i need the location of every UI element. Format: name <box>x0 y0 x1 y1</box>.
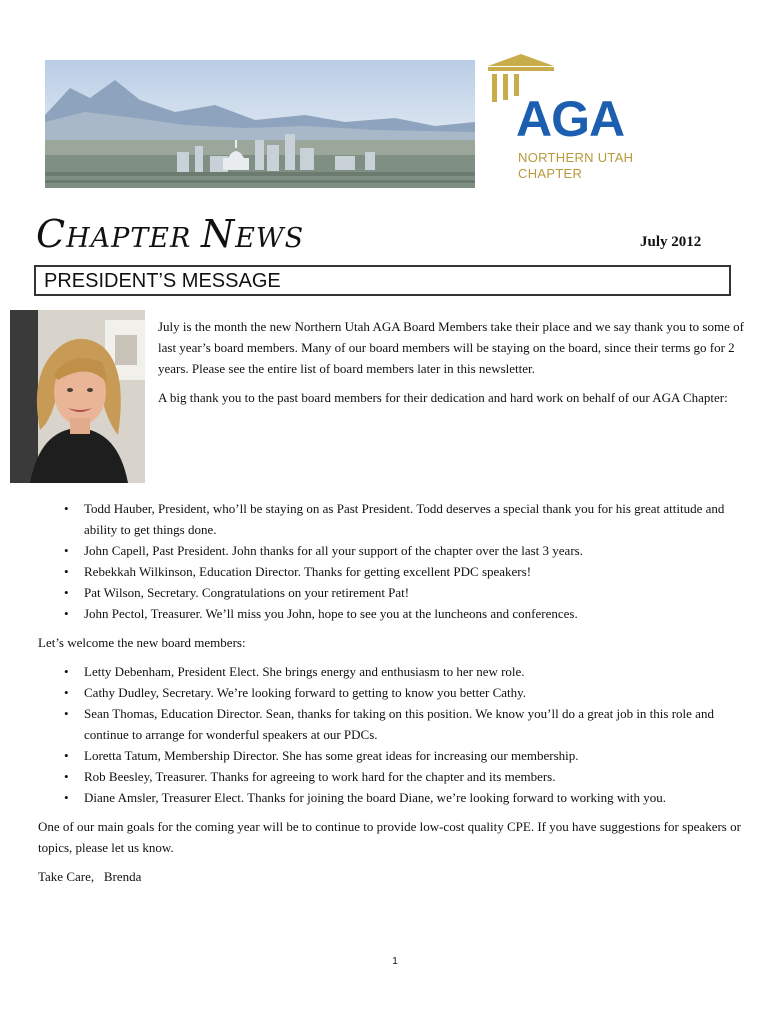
city-skyline-banner <box>45 60 475 188</box>
message-body <box>38 498 754 895</box>
section-header <box>34 265 731 296</box>
issue-date: July 2012 <box>640 234 702 250</box>
goals-paragraph: One of our main goals for the coming year will be to continue to provide low-cost quality CPE. If you have suggestions for speakers or topics, please let us know. <box>38 819 741 855</box>
bullet-icon: • <box>64 664 69 679</box>
bullet-icon: • <box>64 543 69 558</box>
past-members-list <box>38 498 754 624</box>
bullet-icon: • <box>64 585 69 600</box>
bullet-icon: • <box>64 606 69 621</box>
newsletter-masthead <box>36 212 304 256</box>
new-members-list <box>38 661 754 808</box>
list-item: • Diane Amsler, Treasurer Elect. Thanks for joining the board Diane, we’re looking forward to working with you. <box>84 787 754 808</box>
list-item: • Loretta Tatum, Membership Director. She has some great ideas for increasing our membership. <box>84 745 754 766</box>
aga-logo <box>486 52 666 192</box>
page-number: 1 <box>392 956 398 967</box>
bullet-icon: • <box>64 769 69 784</box>
list-item: • Rebekkah Wilkinson, Education Director. Thanks for getting excellent PDC speakers! <box>84 561 754 582</box>
bullet-icon: • <box>64 501 69 516</box>
bullet-icon: • <box>64 748 69 763</box>
logo-chapter-line1: NORTHERN UTAH <box>518 150 634 165</box>
signoff: Take Care, Brenda <box>38 869 142 884</box>
logo-chapter <box>518 150 668 182</box>
list-item: • Rob Beesley, Treasurer. Thanks for agreeing to work hard for the chapter and its members. <box>84 766 754 787</box>
logo-name: AGA <box>516 91 625 147</box>
list-item: • John Pectol, Treasurer. We’ll miss you John, hope to see you at the luncheons and conferences. <box>84 603 754 624</box>
president-photo <box>10 310 145 483</box>
list-item: • John Capell, Past President. John thanks for all your support of the chapter over the last 3 years. <box>84 540 754 561</box>
list-item: • Pat Wilson, Secretary. Congratulations on your retirement Pat! <box>84 582 754 603</box>
intro-paragraph-1: July is the month the new Northern Utah AGA Board Members take their place and we say thank you to some of last year’s board members. Many of our board members will be staying on the board, since their terms go for 2 years. Please see the entire list of board members later in this newsletter. <box>158 319 744 376</box>
intro-paragraph-2: A big thank you to the past board members for their dedication and hard work on behalf of our AGA Chapter: <box>158 390 728 405</box>
list-item: • Todd Hauber, President, who’ll be staying on as Past President. Todd deserves a special thank you for his great attitude and ability to get things done. <box>84 498 754 540</box>
bullet-icon: • <box>64 790 69 805</box>
section-title: PRESIDENT’S MESSAGE <box>44 270 281 292</box>
bullet-icon: • <box>64 685 69 700</box>
list-item: • Cathy Dudley, Secretary. We’re looking forward to getting to know you better Cathy. <box>84 682 754 703</box>
masthead-second-cap: N <box>200 212 236 256</box>
masthead-first-rest: HAPTER <box>66 223 192 254</box>
masthead-second-rest: EWS <box>235 223 305 254</box>
bullet-icon: • <box>64 706 69 721</box>
list-item: • Sean Thomas, Education Director. Sean, thanks for taking on this position. We know you’ll do a great job in this role and continue to arrange for wonderful speakers at our PDCs. <box>84 703 754 745</box>
masthead-first-cap: C <box>36 212 67 256</box>
welcome-text: Let’s welcome the new board members: <box>38 635 246 650</box>
intro-text <box>158 316 754 416</box>
logo-chapter-line2: CHAPTER <box>518 166 583 181</box>
list-item: • Letty Debenham, President Elect. She brings energy and enthusiasm to her new role. <box>84 661 754 682</box>
bullet-icon: • <box>64 564 69 579</box>
